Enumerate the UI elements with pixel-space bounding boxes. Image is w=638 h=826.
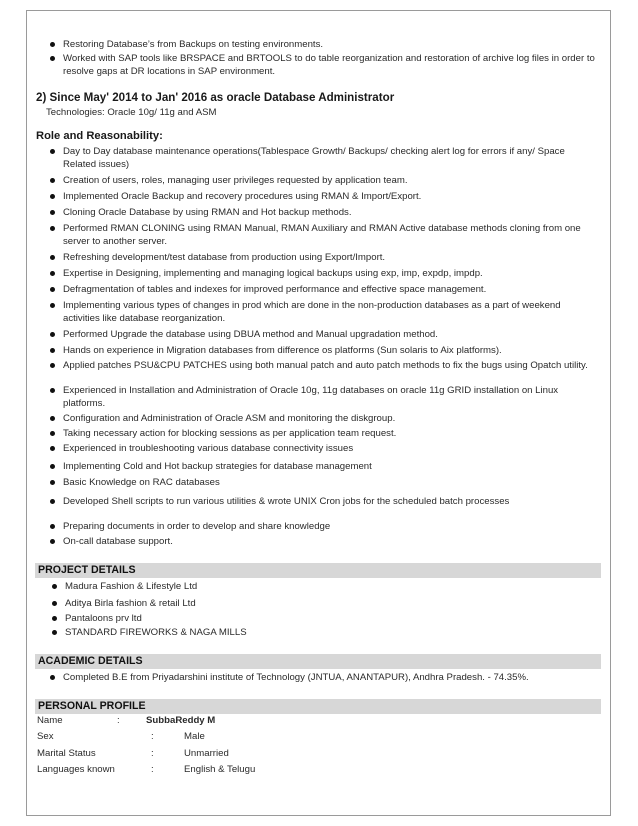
- bullet-text: Madura Fashion & Lifestyle Ltd: [65, 581, 198, 592]
- list-item: [63, 427, 599, 440]
- bullet-text: Preparing documents in order to develop and share knowledge: [63, 521, 331, 532]
- bullet-text: Refreshing development/test database from production using Export/Import.: [63, 252, 386, 263]
- list-item: [63, 283, 599, 296]
- profile-separator: :: [151, 764, 154, 775]
- bullet-text: Developed Shell scripts to run various utilities & wrote UNIX Cron jobs for the scheduled batch processes: [63, 496, 510, 507]
- bullet-text: Experienced in Installation and Administration of Oracle 10g, 11g databases on oracle 11g GRID installation on Linux platforms.: [63, 385, 559, 410]
- bullet-icon: [50, 303, 55, 308]
- bullet-text: Taking necessary action for blocking sessions as per application team request.: [63, 428, 397, 439]
- bullet-icon: [50, 348, 55, 353]
- bullet-icon: [50, 464, 55, 469]
- section-header-profile: PERSONAL PROFILE: [35, 699, 601, 714]
- list-item: [63, 267, 599, 280]
- bullet-text: Day to Day database maintenance operations(Tablespace Growth/ Backups/ checking alert log for errors if any/ Space Related issues): [63, 146, 565, 171]
- profile-label: Name: [37, 715, 63, 726]
- bullet-text: Experienced in troubleshooting various database connectivity issues: [63, 443, 354, 454]
- list-item: [63, 251, 599, 264]
- bullet-icon: [50, 524, 55, 529]
- profile-row-languages: [37, 764, 437, 777]
- bullet-text: Aditya Birla fashion & retail Ltd: [65, 598, 196, 609]
- bullet-text: Performed RMAN CLONING using RMAN Manual, RMAN Auxiliary and RMAN Active database methods cloning from one server to another server.: [63, 223, 581, 248]
- bullet-text: Cloning Oracle Database by using RMAN and Hot backup methods.: [63, 207, 352, 218]
- bullet-text: Restoring Database’s from Backups on testing environments.: [63, 39, 324, 50]
- list-item: [65, 597, 565, 610]
- bullet-icon: [50, 388, 55, 393]
- list-item: [63, 344, 599, 357]
- profile-separator: :: [117, 715, 120, 726]
- bullet-icon: [50, 675, 55, 680]
- bullet-icon: [52, 616, 57, 621]
- bullet-icon: [50, 56, 55, 61]
- list-item: [63, 359, 599, 372]
- profile-row-marital-status: [37, 748, 437, 761]
- section-header-academic: ACADEMIC DETAILS: [35, 654, 601, 669]
- bullet-text: Performed Upgrade the database using DBUA method and Manual upgradation method.: [63, 329, 438, 340]
- list-item: [63, 671, 599, 684]
- role-heading: Role and Reasonability:: [36, 130, 163, 142]
- bullet-text: Applied patches PSU&CPU PATCHES using both manual patch and auto patch methods to fix the bugs using Opatch utility.: [63, 360, 588, 371]
- bullet-icon: [50, 539, 55, 544]
- list-item: [63, 476, 599, 489]
- bullet-text: STANDARD FIREWORKS & NAGA MILLS: [65, 627, 247, 638]
- list-item: [63, 460, 599, 473]
- profile-separator: :: [151, 731, 154, 742]
- list-item: [63, 520, 599, 533]
- list-item: [63, 222, 599, 249]
- bullet-text: Implementing Cold and Hot backup strategies for database management: [63, 461, 372, 472]
- bullet-text: Defragmentation of tables and indexes for improved performance and effective space management.: [63, 284, 487, 295]
- list-item: [63, 495, 599, 508]
- bullet-icon: [50, 149, 55, 154]
- profile-label: Languages known: [37, 764, 115, 775]
- list-item: [63, 38, 593, 51]
- bullet-icon: [50, 446, 55, 451]
- bullet-icon: [50, 431, 55, 436]
- list-item: [63, 442, 599, 455]
- list-item: [63, 190, 599, 203]
- list-item: [65, 626, 565, 639]
- bullet-icon: [50, 178, 55, 183]
- bullet-text: Implemented Oracle Backup and recovery procedures using RMAN & Import/Export.: [63, 191, 422, 202]
- list-item: [63, 174, 599, 187]
- list-item: [63, 52, 598, 79]
- profile-value: Unmarried: [184, 748, 229, 759]
- bullet-icon: [50, 499, 55, 504]
- list-item: [63, 299, 599, 326]
- list-item: [63, 412, 599, 425]
- profile-value: Male: [184, 731, 205, 742]
- bullet-icon: [50, 363, 55, 368]
- bullet-text: Basic Knowledge on RAC databases: [63, 477, 220, 488]
- list-item: [63, 328, 599, 341]
- job-title: 2) Since May' 2014 to Jan' 2016 as oracle Database Administrator: [36, 91, 395, 104]
- bullet-icon: [50, 194, 55, 199]
- bullet-icon: [52, 630, 57, 635]
- bullet-icon: [50, 255, 55, 260]
- profile-value: SubbaReddy M: [146, 715, 216, 726]
- bullet-icon: [50, 332, 55, 337]
- list-item: [65, 580, 565, 593]
- profile-row-sex: [37, 731, 437, 744]
- bullet-icon: [50, 226, 55, 231]
- bullet-text: Configuration and Administration of Oracle ASM and monitoring the diskgroup.: [63, 413, 396, 424]
- bullet-text: On-call database support.: [63, 536, 173, 547]
- bullet-text: Expertise in Designing, implementing and managing logical backups using exp, imp, expdp, impdp.: [63, 268, 483, 279]
- list-item: [63, 145, 599, 172]
- list-item: [63, 206, 599, 219]
- list-item: [63, 384, 599, 411]
- bullet-icon: [50, 42, 55, 47]
- bullet-text: Hands on experience in Migration databases from difference os platforms (Sun solaris to Aix platforms).: [63, 345, 502, 356]
- bullet-icon: [52, 584, 57, 589]
- bullet-icon: [50, 416, 55, 421]
- list-item: [63, 535, 599, 548]
- bullet-icon: [50, 271, 55, 276]
- profile-separator: :: [151, 748, 154, 759]
- resume-page: [26, 10, 611, 816]
- bullet-icon: [50, 480, 55, 485]
- profile-label: Marital Status: [37, 748, 96, 759]
- bullet-icon: [52, 601, 57, 606]
- bullet-icon: [50, 210, 55, 215]
- bullet-icon: [50, 287, 55, 292]
- profile-label: Sex: [37, 731, 54, 742]
- section-header-projects: PROJECT DETAILS: [35, 563, 601, 578]
- bullet-text: Pantaloons prv ltd: [65, 613, 142, 624]
- technologies-line: Technologies: Oracle 10g/ 11g and ASM: [46, 107, 217, 118]
- bullet-text: Creation of users, roles, managing user privileges requested by application team.: [63, 175, 408, 186]
- bullet-text: Worked with SAP tools like BRSPACE and BRTOOLS to do table reorganization and restoration of archive log files in order to resolve gaps at DR locations in SAP environment.: [63, 53, 595, 78]
- profile-row-name: [37, 715, 437, 728]
- bullet-text: Completed B.E from Priyadarshini institute of Technology (JNTUA, ANANTAPUR), Andhra Pradesh. - 74.35%.: [63, 672, 529, 683]
- bullet-text: Implementing various types of changes in prod which are done in the non-production databases as a part of weekend activities like database reorganization.: [63, 300, 561, 325]
- list-item: [65, 612, 565, 625]
- profile-value: English & Telugu: [184, 764, 256, 775]
